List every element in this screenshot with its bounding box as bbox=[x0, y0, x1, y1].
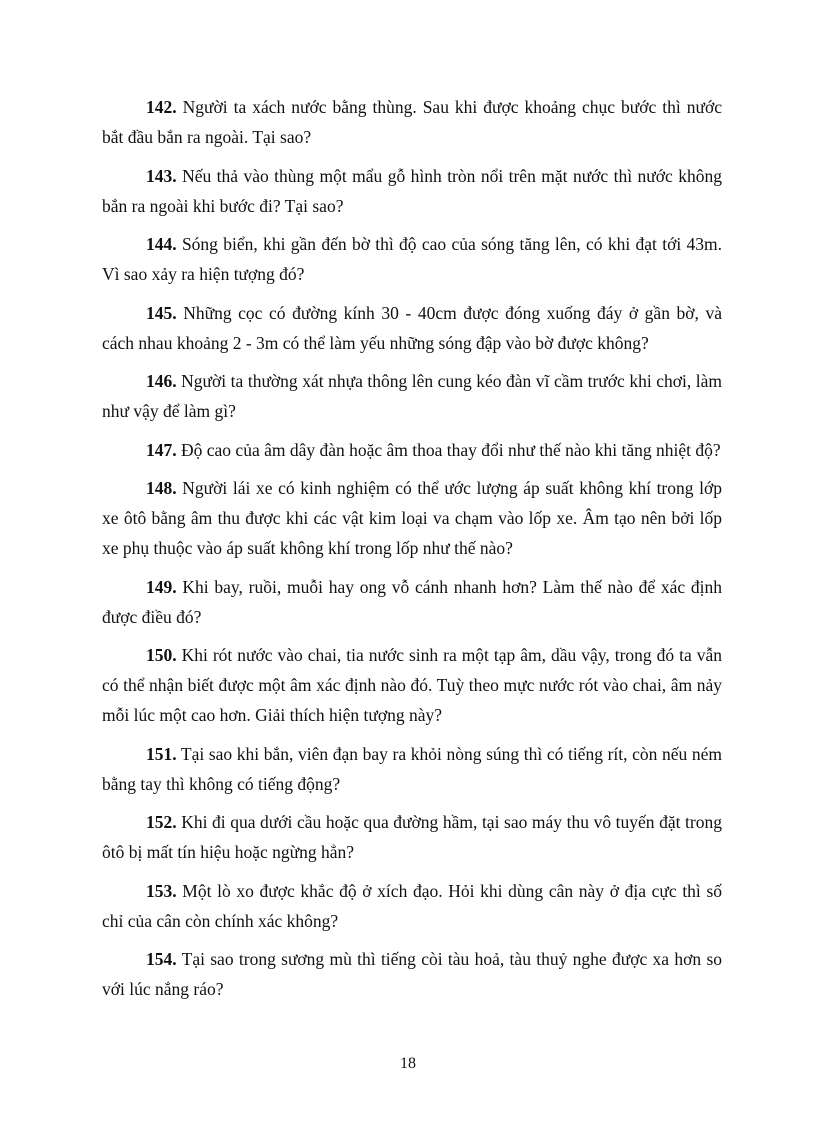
question-text: Khi bay, ruồi, muỗi hay ong vỗ cánh nhanh hơn? Làm thế nào để xác định được điều đó? bbox=[102, 576, 723, 627]
question-text: Tại sao khi bắn, viên đạn bay ra khỏi nòng súng thì có tiếng rít, còn nếu ném bằng tay thì không có tiếng động? bbox=[102, 743, 722, 794]
question-item bbox=[102, 739, 722, 808]
question-number: 148. bbox=[146, 478, 177, 498]
question-text: Sóng biển, khi gần đến bờ thì độ cao của sóng tăng lên, có khi đạt tới 43m. Vì sao xảy ra hiện tượng đó? bbox=[102, 234, 722, 284]
question-item bbox=[102, 640, 722, 739]
question-item bbox=[102, 572, 722, 641]
question-text: Khi rót nước vào chai, tia nước sinh ra một tạp âm, dầu vậy, trong đó ta vẫn có thể nhận biết được một âm xác định nào đó. Tuỳ theo mực nước rót vào chai, âm nảy mỗi lúc một cao hơn. Giải thích hiện tượng này? bbox=[102, 645, 723, 725]
question-item bbox=[102, 944, 722, 1013]
question-item bbox=[102, 298, 722, 367]
question-number: 143. bbox=[146, 165, 177, 186]
question-item bbox=[102, 366, 722, 435]
question-text: Tại sao trong sương mù thì tiếng còi tàu hoả, tàu thuỷ nghe được xa hơn so với lúc nắng ráo? bbox=[102, 949, 722, 999]
question-text: Người ta thường xát nhựa thông lên cung kéo đàn vĩ cầm trước khi chơi, làm như vậy để làm gì? bbox=[102, 371, 722, 421]
question-text: Độ cao của âm dây đàn hoặc âm thoa thay đổi như thế nào khi tăng nhiệt độ? bbox=[181, 439, 721, 460]
question-number: 153. bbox=[146, 880, 177, 901]
question-item bbox=[102, 435, 722, 474]
page-number: 18 bbox=[400, 1055, 416, 1072]
question-text: Người ta xách nước bằng thùng. Sau khi được khoảng chục bước thì nước bắt đầu bắn ra ngoài. Tại sao? bbox=[102, 97, 723, 147]
question-list bbox=[102, 92, 722, 1013]
question-text: Người lái xe có kinh nghiệm có thể ước lượng áp suất không khí trong lớp xe ôtô bằng âm thu được khi các vật kim loại va chạm vào lốp xe. Âm tạo nên bởi lốp xe phụ thuộc vào áp suất không khí trong lốp như thế nào? bbox=[102, 478, 723, 558]
question-text: Những cọc có đường kính 30 - 40cm được đóng xuống đáy ở gần bờ, và cách nhau khoảng 2 - 3m có thể làm yếu những sóng đập vào bờ được không? bbox=[102, 302, 722, 353]
question-number: 154. bbox=[146, 949, 177, 969]
question-number: 144. bbox=[146, 234, 177, 254]
question-text: Khi đi qua dưới cầu hoặc qua đường hầm, tại sao máy thu vô tuyến đặt trong ôtô bị mất tín hiệu hoặc ngừng hẳn? bbox=[102, 812, 722, 862]
question-number: 142. bbox=[146, 97, 177, 117]
question-number: 152. bbox=[146, 812, 177, 832]
question-number: 150. bbox=[146, 645, 177, 665]
question-number: 151. bbox=[146, 743, 177, 764]
question-number: 146. bbox=[146, 371, 177, 391]
question-number: 149. bbox=[146, 576, 177, 597]
question-text: Một lò xo được khắc độ ở xích đạo. Hỏi khi dùng cân này ở địa cực thì số chỉ của cân còn chính xác không? bbox=[102, 880, 723, 931]
question-text: Nếu thả vào thùng một mẩu gỗ hình tròn nổi trên mặt nước thì nước không bắn ra ngoài khi bước đi? Tại sao? bbox=[102, 165, 722, 216]
question-item bbox=[102, 807, 722, 876]
question-item bbox=[102, 92, 722, 161]
question-item bbox=[102, 473, 722, 572]
question-item bbox=[102, 161, 722, 230]
question-item bbox=[102, 876, 722, 945]
question-item bbox=[102, 229, 722, 298]
question-number: 145. bbox=[146, 302, 177, 323]
question-number: 147. bbox=[146, 439, 177, 460]
